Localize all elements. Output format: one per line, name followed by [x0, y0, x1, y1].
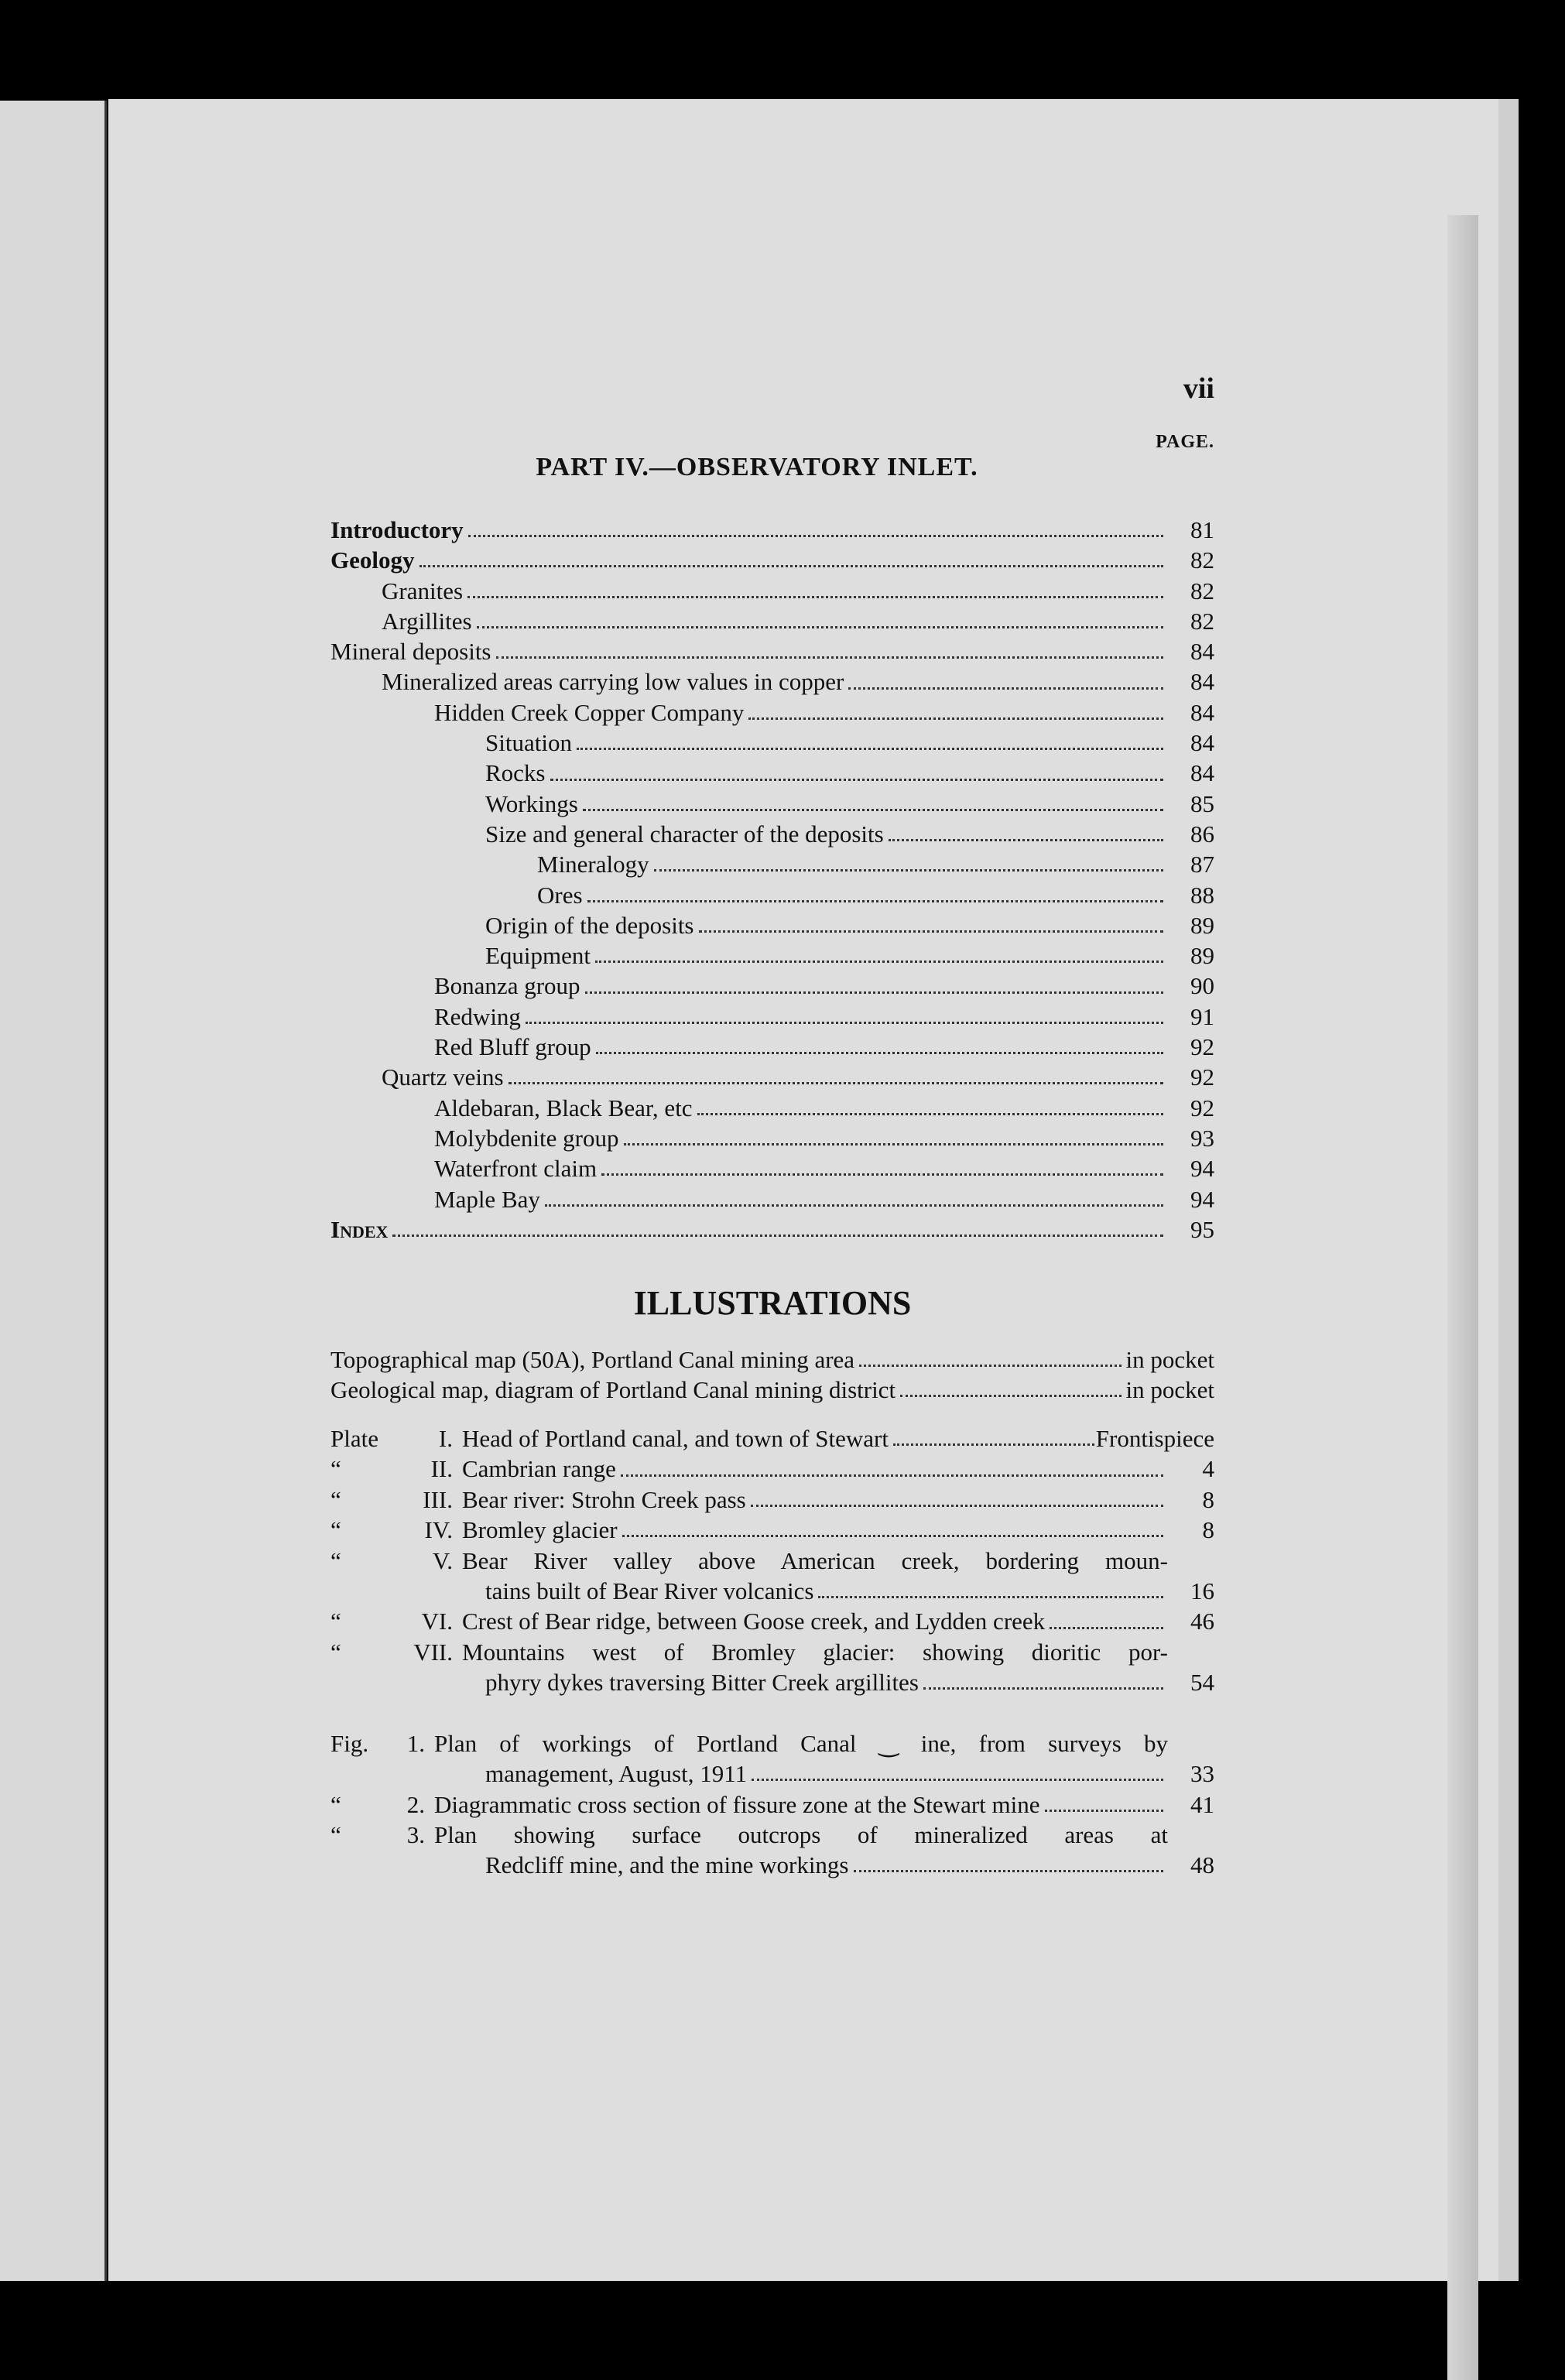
- toc-entry-label: Origin of the deposits: [485, 911, 694, 939]
- toc-entry-page: 88: [1190, 881, 1214, 909]
- toc-entry-label: Mineral deposits: [330, 638, 491, 666]
- leader-dots: [752, 1779, 1163, 1781]
- toc-entry: [330, 910, 1214, 940]
- toc-entry-page: 84: [1190, 698, 1214, 726]
- toc-entry-label: Redwing: [434, 1002, 521, 1030]
- leader-dots: [509, 1082, 1163, 1084]
- leader-dots: [420, 565, 1164, 567]
- toc-entry: [330, 1093, 1214, 1123]
- leader-dots: [818, 1596, 1163, 1598]
- plates-page: 4: [1202, 1455, 1214, 1483]
- toc-entry-label: Bonanza group: [434, 972, 580, 1000]
- toc-entry-page: 94: [1190, 1185, 1214, 1213]
- leader-dots: [900, 1395, 1121, 1397]
- toc-entry: [330, 849, 1214, 879]
- leader-dots: [654, 869, 1163, 872]
- toc-entry: [330, 666, 1214, 697]
- plates-label: Bear River valley above American creek, bordering moun-: [462, 1546, 1168, 1574]
- plates-label: Head of Portland canal, and town of Stewart: [462, 1425, 889, 1452]
- plates-entry: [330, 1546, 1214, 1576]
- toc-entry-page: 84: [1190, 729, 1214, 757]
- toc-entry-page: 81: [1190, 516, 1214, 543]
- plates-page: 54: [1190, 1669, 1214, 1697]
- toc-entry: [330, 636, 1214, 666]
- figures-numeral: 3.: [406, 1820, 425, 1848]
- toc-entry: [330, 515, 1214, 545]
- page-column-label: PAGE.: [1156, 432, 1214, 452]
- leader-dots: [893, 1443, 1094, 1446]
- toc-entry-page: 92: [1190, 1063, 1214, 1091]
- figures-entry: [330, 1758, 1214, 1789]
- figures-label: Diagrammatic cross section of fissure zone at the Stewart mine: [434, 1790, 1040, 1818]
- toc-entry-page: 84: [1190, 668, 1214, 696]
- plates-page: 46: [1190, 1608, 1214, 1635]
- plates-page: 8: [1202, 1485, 1214, 1513]
- plates-prefix: “: [330, 1455, 341, 1483]
- plates-label: Crest of Bear ridge, between Goose creek, and Lydden creek: [462, 1608, 1046, 1635]
- toc-entry-label: Workings: [485, 789, 578, 817]
- leader-dots: [587, 900, 1163, 902]
- toc-entry: [330, 819, 1214, 849]
- toc-entry-label: Ores: [537, 881, 583, 909]
- toc-entry-label: Red Bluff group: [434, 1033, 591, 1061]
- plates-prefix: “: [330, 1546, 341, 1574]
- toc-entry: [330, 758, 1214, 788]
- plates-label: phyry dykes traversing Bitter Creek argillites: [485, 1669, 919, 1697]
- toc-entry-label: Equipment: [485, 942, 591, 970]
- toc-entry: [330, 606, 1214, 636]
- plates-numeral: III.: [423, 1485, 453, 1513]
- toc-entry-label: Argillites: [382, 607, 472, 635]
- toc-entry-page: 92: [1190, 1094, 1214, 1122]
- map-entry: [330, 1344, 1214, 1375]
- plates-numeral: VII.: [413, 1638, 453, 1666]
- leader-dots: [699, 930, 1164, 933]
- plates-entry: [330, 1667, 1214, 1697]
- plates-prefix: “: [330, 1608, 341, 1635]
- plates-label: Bear river: Strohn Creek pass: [462, 1485, 746, 1513]
- plates-page: 8: [1202, 1516, 1214, 1544]
- contents-list: [330, 515, 1214, 1245]
- plates-prefix: “: [330, 1638, 341, 1666]
- toc-entry: [330, 1153, 1214, 1183]
- leader-dots: [622, 1535, 1163, 1537]
- plates-numeral: IV.: [424, 1516, 453, 1544]
- leader-dots: [526, 1022, 1163, 1024]
- plates-label: Mountains west of Bromley glacier: showing dioritic por-: [462, 1638, 1168, 1666]
- toc-entry: [330, 1002, 1214, 1032]
- map-entry-page: in pocket: [1125, 1376, 1214, 1404]
- toc-entry-page: 82: [1190, 546, 1214, 574]
- plates-label: Bromley glacier: [462, 1516, 618, 1544]
- plates-numeral: I.: [438, 1425, 453, 1452]
- toc-entry-page: 92: [1190, 1033, 1214, 1061]
- toc-entry: [330, 1062, 1214, 1092]
- plates-prefix: “: [330, 1516, 341, 1544]
- figures-entry: [330, 1789, 1214, 1820]
- toc-entry: [330, 971, 1214, 1001]
- toc-entry-page: 82: [1190, 577, 1214, 604]
- toc-entry-label: Molybdenite group: [434, 1124, 619, 1152]
- toc-entry: [330, 1184, 1214, 1214]
- figures-label: Plan showing surface outcrops of mineralized areas at: [434, 1820, 1168, 1848]
- figures-page: 33: [1190, 1760, 1214, 1788]
- leader-dots: [923, 1687, 1163, 1690]
- toc-entry-label: Hidden Creek Copper Company: [434, 698, 745, 726]
- leader-dots: [577, 748, 1163, 750]
- toc-entry-label: Index: [330, 1215, 389, 1243]
- toc-entry-label: Geology: [330, 546, 415, 574]
- toc-entry: [330, 697, 1214, 728]
- leader-dots: [848, 687, 1163, 690]
- plates-numeral: II.: [430, 1455, 453, 1483]
- leader-dots: [1050, 1627, 1163, 1629]
- figures-page: 41: [1190, 1790, 1214, 1818]
- toc-entry: [330, 1214, 1214, 1245]
- leader-dots: [1045, 1810, 1164, 1812]
- part-heading: PART IV.—OBSERVATORY INLET.: [536, 453, 978, 481]
- map-entry-page: in pocket: [1125, 1346, 1214, 1373]
- toc-entry-page: 95: [1190, 1215, 1214, 1243]
- leader-dots: [595, 961, 1163, 963]
- toc-entry-page: 85: [1190, 789, 1214, 817]
- toc-entry-page: 84: [1190, 638, 1214, 666]
- leader-dots: [624, 1143, 1164, 1145]
- toc-entry-label: Quartz veins: [382, 1063, 504, 1091]
- toc-entry-page: 87: [1190, 851, 1214, 878]
- toc-entry-page: 86: [1190, 820, 1214, 848]
- plates-numeral: VI.: [421, 1608, 453, 1635]
- toc-entry-page: 94: [1190, 1155, 1214, 1183]
- leader-dots: [392, 1235, 1163, 1237]
- leader-dots: [621, 1474, 1163, 1477]
- leader-dots: [601, 1173, 1163, 1176]
- plates-label: tains built of Bear River volcanics: [485, 1577, 814, 1604]
- plates-entry: [330, 1576, 1214, 1606]
- toc-entry-label: Granites: [382, 577, 464, 604]
- toc-entry: [330, 940, 1214, 971]
- leader-dots: [585, 991, 1163, 994]
- plates-page: Frontispiece: [1095, 1425, 1214, 1452]
- toc-entry-page: 90: [1190, 972, 1214, 1000]
- toc-entry-label: Mineralized areas carrying low values in copper: [382, 668, 844, 696]
- plates-page: 16: [1190, 1577, 1214, 1604]
- leader-dots: [467, 596, 1163, 598]
- map-entry: [330, 1375, 1214, 1405]
- plates-entry: [330, 1454, 1214, 1484]
- figures-label: Redcliff mine, and the mine workings: [485, 1851, 849, 1879]
- leader-dots: [468, 535, 1163, 537]
- map-entry-label: Topographical map (50A), Portland Canal mining area: [330, 1346, 855, 1373]
- page-number: vii: [1183, 372, 1214, 405]
- leader-dots: [854, 1870, 1164, 1872]
- leader-dots: [697, 1113, 1163, 1115]
- toc-entry-page: 91: [1190, 1002, 1214, 1030]
- toc-entry-label: Introductory: [330, 516, 464, 543]
- figures-list: [330, 1728, 1214, 1880]
- leader-dots: [583, 809, 1163, 811]
- toc-entry: [330, 728, 1214, 758]
- plates-numeral: V.: [432, 1546, 453, 1574]
- map-entry-label: Geological map, diagram of Portland Canal mining district: [330, 1376, 896, 1404]
- toc-entry-label: Rocks: [485, 759, 546, 787]
- plates-entry: [330, 1423, 1214, 1454]
- toc-entry-page: 82: [1190, 607, 1214, 635]
- plates-prefix: Plate: [330, 1425, 378, 1452]
- toc-entry-label: Mineralogy: [537, 851, 649, 878]
- toc-entry-label: Maple Bay: [434, 1185, 540, 1213]
- figures-entry: [330, 1850, 1214, 1880]
- figures-label: management, August, 1911: [485, 1760, 748, 1788]
- leader-dots: [477, 626, 1163, 628]
- toc-entry: [330, 789, 1214, 819]
- toc-entry-label: Situation: [485, 729, 572, 757]
- figures-prefix: Fig.: [330, 1730, 369, 1757]
- leader-dots: [496, 656, 1164, 659]
- leader-dots: [751, 1505, 1163, 1507]
- illustrations-heading: ILLUSTRATIONS: [633, 1284, 912, 1322]
- plates-label: Cambrian range: [462, 1455, 616, 1483]
- plates-entry: [330, 1515, 1214, 1545]
- plates-list: [330, 1423, 1214, 1698]
- toc-entry: [330, 1123, 1214, 1153]
- toc-entry: [330, 1032, 1214, 1062]
- toc-entry-page: 89: [1190, 942, 1214, 970]
- leader-dots: [859, 1365, 1121, 1367]
- figures-entry: [330, 1820, 1214, 1850]
- figures-page: 48: [1190, 1851, 1214, 1879]
- toc-entry-page: 93: [1190, 1124, 1214, 1152]
- page-edge-shadow: [1447, 215, 1478, 2380]
- plates-entry: [330, 1637, 1214, 1667]
- leader-dots: [596, 1052, 1163, 1054]
- toc-entry-label: Size and general character of the deposits: [485, 820, 884, 848]
- figures-prefix: “: [330, 1790, 341, 1818]
- toc-entry: [330, 880, 1214, 910]
- figures-label: Plan of workings of Portland Canal ‿ ine, from surveys by: [434, 1730, 1168, 1757]
- toc-entry-page: 84: [1190, 759, 1214, 787]
- left-page-edge: [0, 101, 107, 2281]
- figures-numeral: 1.: [406, 1730, 425, 1757]
- plates-prefix: “: [330, 1485, 341, 1513]
- leader-dots: [748, 717, 1163, 720]
- figures-prefix: “: [330, 1820, 341, 1848]
- leader-dots: [550, 779, 1164, 781]
- plates-entry: [330, 1606, 1214, 1636]
- toc-entry-page: 89: [1190, 911, 1214, 939]
- leader-dots: [889, 839, 1163, 841]
- maps-list: [330, 1344, 1214, 1406]
- toc-entry: [330, 576, 1214, 606]
- toc-entry-label: Aldebaran, Black Bear, etc: [434, 1094, 693, 1122]
- leader-dots: [545, 1204, 1163, 1207]
- figures-numeral: 2.: [406, 1790, 425, 1818]
- toc-entry-label: Waterfront claim: [434, 1155, 598, 1183]
- figures-entry: [330, 1728, 1214, 1758]
- plates-entry: [330, 1485, 1214, 1515]
- toc-entry: [330, 545, 1214, 575]
